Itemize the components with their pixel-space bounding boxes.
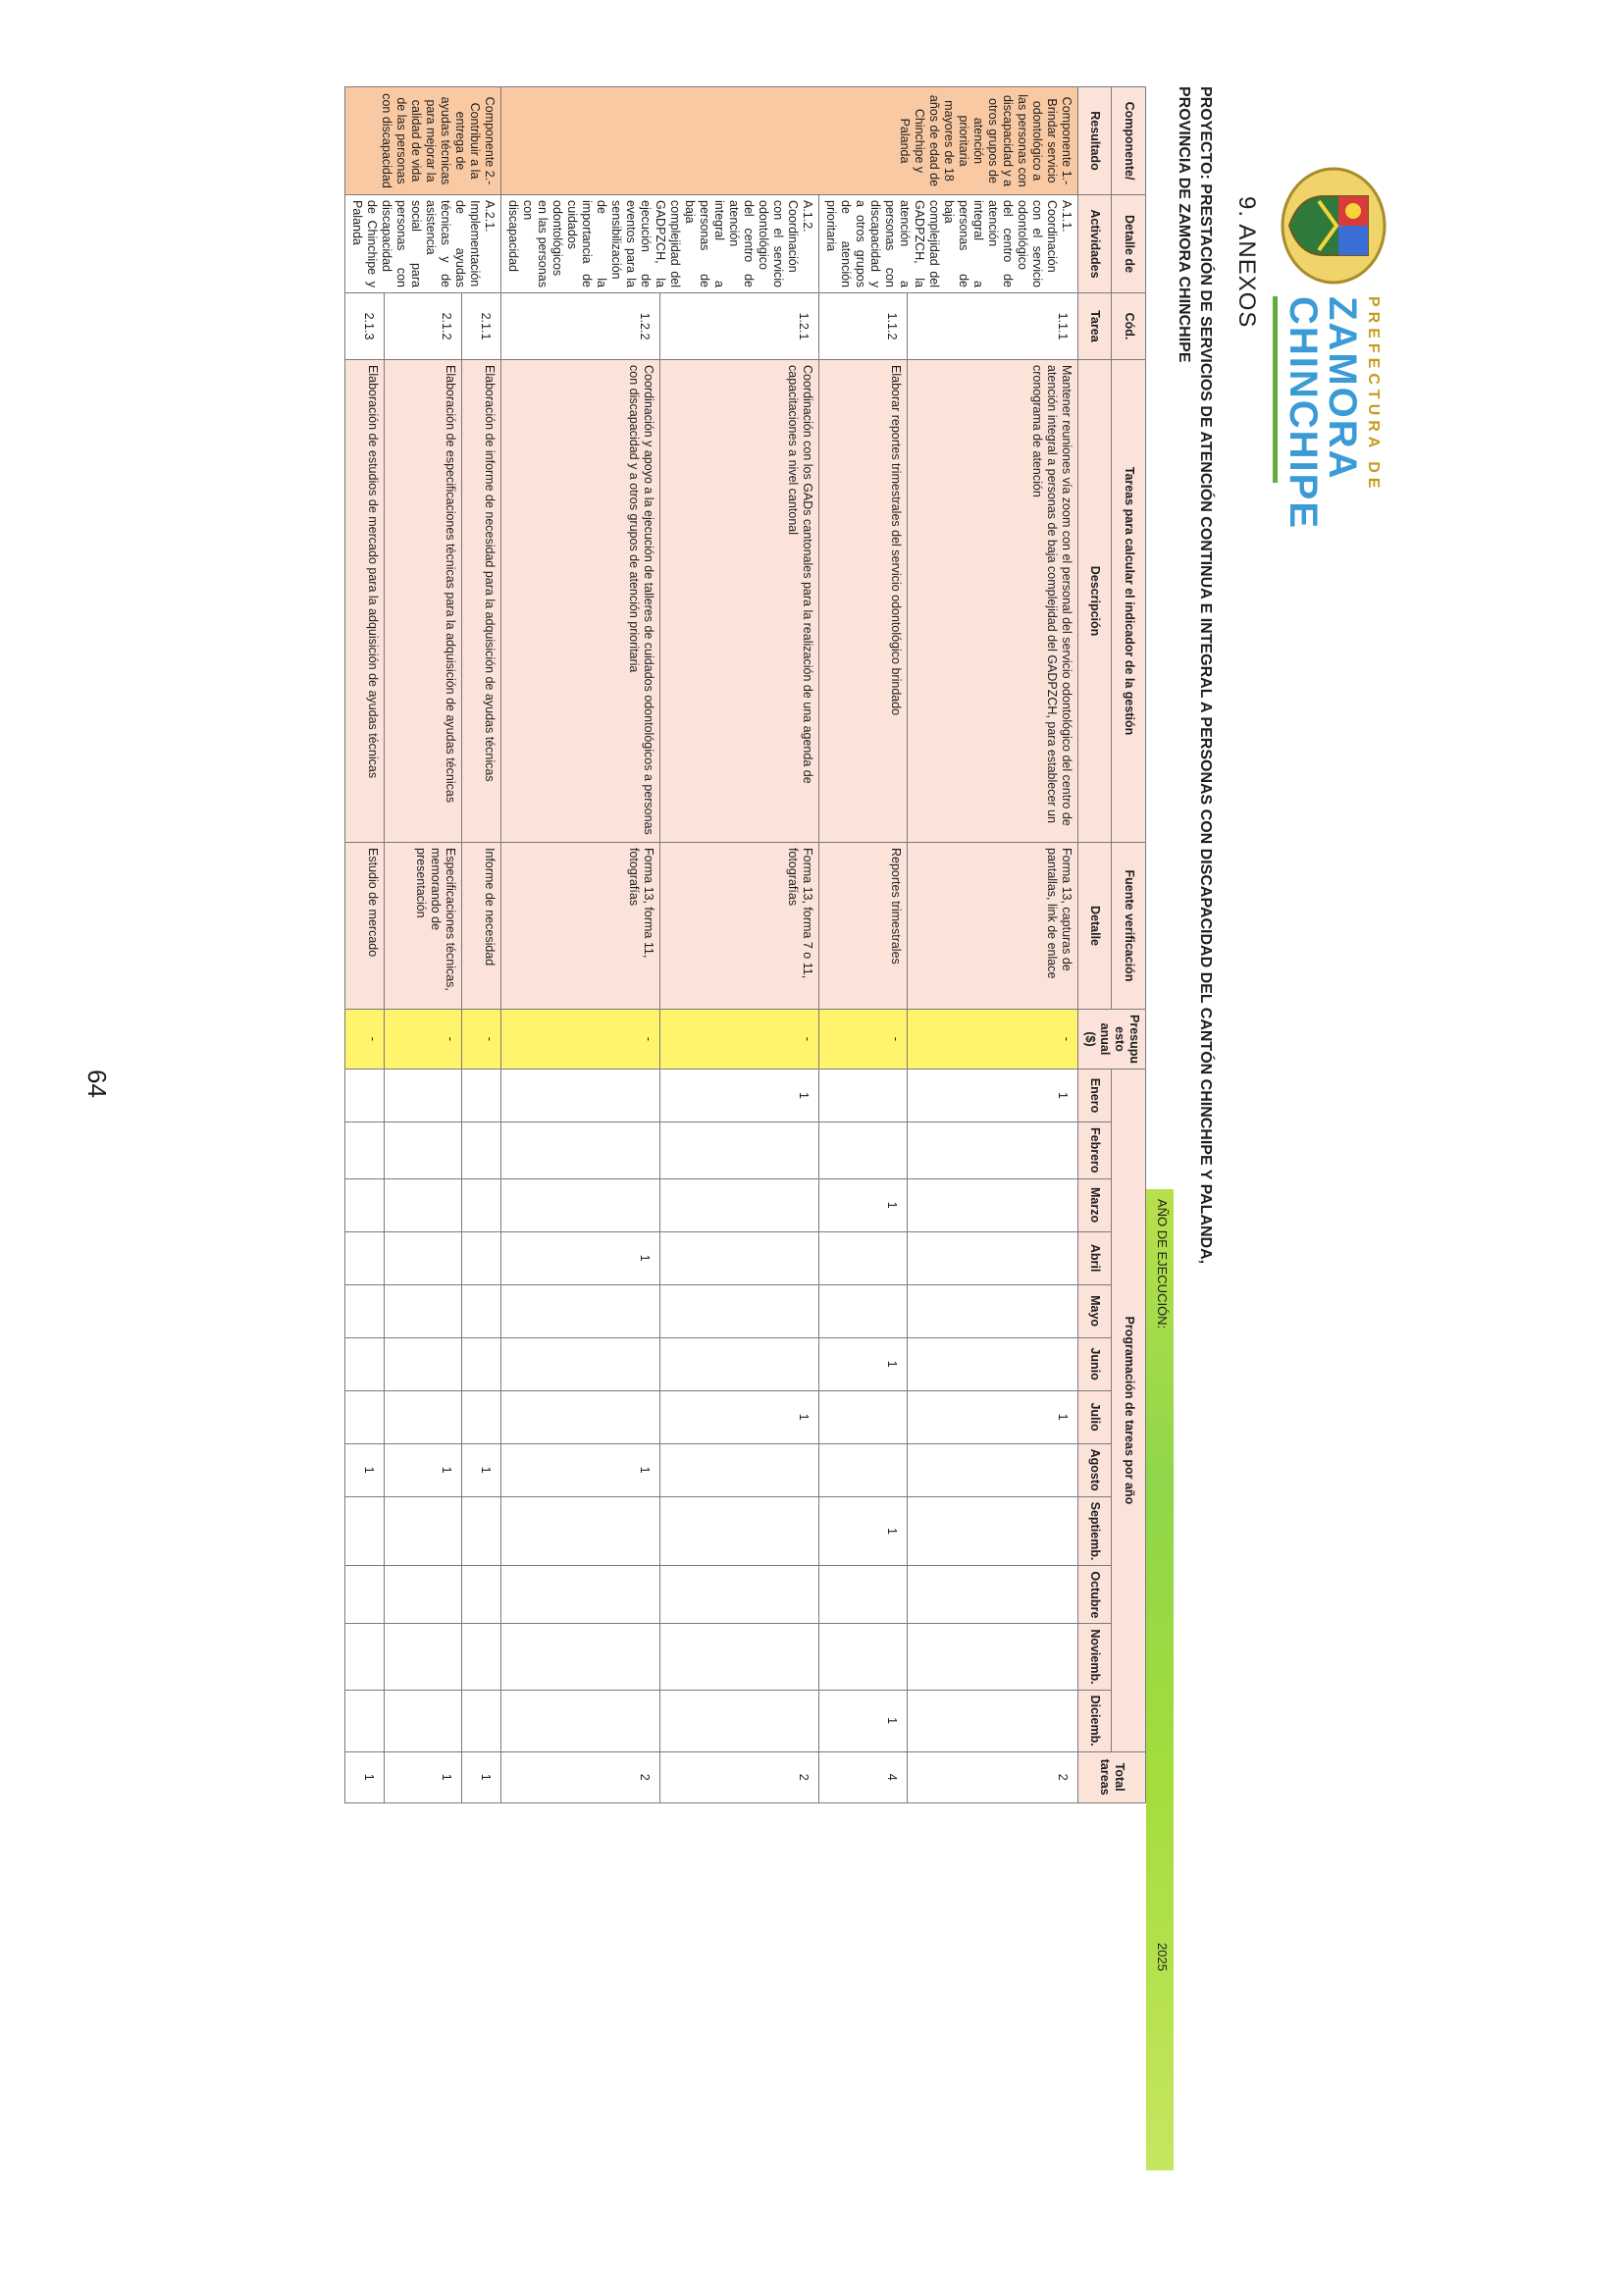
- header-detalle-de: Detalle de: [1112, 195, 1146, 293]
- month-cell: [385, 1624, 461, 1690]
- year-label: AÑO DE EJECUCIÓN:: [1155, 1199, 1170, 1330]
- task-description: Mantener reuniones vía zoom con el personal del servicio odontológico del centro de atención integral a personas de baja complejidad del GADPZCH, para establecer un cronograma de atención: [908, 360, 1078, 843]
- table-body: [345, 87, 1078, 1803]
- month-cell: [501, 1496, 660, 1566]
- month-cell: [908, 1284, 1078, 1337]
- month-cell: [908, 1566, 1078, 1624]
- month-cell: [345, 1231, 385, 1284]
- month-cell: [908, 1122, 1078, 1179]
- header-total: Total tareas: [1078, 1751, 1146, 1802]
- header-month: Abril: [1078, 1231, 1113, 1284]
- task-code: 1.2.2: [501, 293, 660, 360]
- month-cell: 1: [819, 1178, 908, 1231]
- table-row: [660, 87, 819, 1803]
- page-number: 64: [82, 1070, 112, 1098]
- budget-cell: -: [345, 1010, 385, 1070]
- month-cell: [345, 1624, 385, 1690]
- task-code: 2.1.1: [461, 293, 500, 360]
- month-cell: [461, 1284, 500, 1337]
- header-resultado: Resultado: [1078, 87, 1113, 195]
- month-cell: [819, 1624, 908, 1690]
- month-cell: [461, 1122, 500, 1179]
- header-fuente: Fuente verificación: [1112, 843, 1146, 1010]
- header-programacion: Programación de tareas por año: [1112, 1070, 1146, 1752]
- month-cell: [385, 1070, 461, 1122]
- month-cell: 1: [345, 1443, 385, 1496]
- task-description: Coordinación y apoyo a la ejecución de talleres de cuidados odontológicos a personas con discapacidad y a otros grupos de atención prioritaria: [501, 360, 660, 843]
- month-cell: [908, 1178, 1078, 1231]
- month-cell: [660, 1122, 819, 1179]
- year-value: 2025: [1155, 1943, 1170, 1971]
- budget-cell: -: [819, 1010, 908, 1070]
- task-description: Elaboración de especificaciones técnicas para la adquisición de ayudas técnicas: [385, 360, 461, 843]
- month-cell: [501, 1690, 660, 1751]
- header-month: Febrero: [1078, 1122, 1113, 1179]
- header-tareas: Tareas para calcular el indicador de la gestión: [1112, 360, 1146, 843]
- header-descripcion: Descripción: [1078, 360, 1113, 843]
- month-cell: [345, 1070, 385, 1122]
- header-actividades: Actividades: [1078, 195, 1113, 293]
- month-cell: [461, 1337, 500, 1390]
- month-cell: [385, 1337, 461, 1390]
- header-cod: Cód.: [1112, 293, 1146, 360]
- month-cell: 1: [908, 1390, 1078, 1443]
- verification-source: Forma 13, forma 11, fotografías: [501, 843, 660, 1010]
- component-cell: Componente 2.- Contribuir a la entrega de ayudas técnicas para mejorar la calidad de vida de las personas con discapacidad: [345, 87, 501, 195]
- total-cell: 2: [908, 1751, 1078, 1802]
- month-cell: 1: [908, 1070, 1078, 1122]
- month-cell: [908, 1231, 1078, 1284]
- task-description: Coordinación con los GADs cantonales para la realización de una agenda de capacitaciones a nivel cantonal: [660, 360, 819, 843]
- month-cell: [908, 1624, 1078, 1690]
- month-cell: [660, 1624, 819, 1690]
- activity-cell: A.1.2. Coordinación con el servicio odontológico del centro de atención integral a personas de baja complejidad del GADPZCH, la ejecución de eventos para la sensibilización de la importancia de cuidados odontológicos en las personas con discapacidad: [501, 195, 819, 293]
- month-cell: [345, 1337, 385, 1390]
- logo-subtitle: PREFECTURA DE: [1365, 296, 1382, 494]
- section-title: 9. ANEXOS: [1233, 196, 1260, 329]
- month-cell: [819, 1070, 908, 1122]
- verification-source: Reportes trimestrales: [819, 843, 908, 1010]
- table-row: [819, 87, 908, 1803]
- month-cell: [908, 1496, 1078, 1566]
- month-cell: [385, 1690, 461, 1751]
- month-cell: [385, 1566, 461, 1624]
- header-month: Junio: [1078, 1337, 1113, 1390]
- month-cell: [345, 1390, 385, 1443]
- month-cell: [385, 1122, 461, 1179]
- prefectura-logo: [1280, 167, 1387, 531]
- table-row: [385, 87, 461, 1803]
- month-cell: [501, 1390, 660, 1443]
- budget-cell: -: [501, 1010, 660, 1070]
- month-cell: [908, 1337, 1078, 1390]
- month-cell: 1: [819, 1337, 908, 1390]
- total-cell: 1: [461, 1751, 500, 1802]
- month-cell: [819, 1284, 908, 1337]
- total-cell: 1: [345, 1751, 385, 1802]
- month-cell: [908, 1443, 1078, 1496]
- month-cell: [385, 1284, 461, 1337]
- activity-cell: A.2.1. Implementación de ayudas técnicas y de asistencia social para personas con discapacidad de Chinchipe y Palanda: [345, 195, 501, 293]
- task-description: Elaborar reportes trimestrales del servicio odontológico brindado: [819, 360, 908, 843]
- month-cell: [660, 1443, 819, 1496]
- budget-cell: -: [461, 1010, 500, 1070]
- header-presupuesto: Presupu esto anual ($): [1078, 1010, 1146, 1070]
- month-cell: [461, 1070, 500, 1122]
- month-cell: [501, 1070, 660, 1122]
- header-componente: Componente/: [1112, 87, 1146, 195]
- header-month: Julio: [1078, 1390, 1113, 1443]
- table-header-row: [1112, 87, 1146, 1803]
- verification-source: Estudio de mercado: [345, 843, 385, 1010]
- month-cell: [819, 1231, 908, 1284]
- month-cell: [461, 1496, 500, 1566]
- month-cell: 1: [819, 1496, 908, 1566]
- table-row: [501, 87, 660, 1803]
- header-detalle: Detalle: [1078, 843, 1113, 1010]
- verification-source: Informe de necesidad: [461, 843, 500, 1010]
- logo-underline: [1273, 296, 1278, 483]
- month-cell: [345, 1496, 385, 1566]
- table-subheader-row: [1078, 87, 1113, 1803]
- month-cell: 1: [461, 1443, 500, 1496]
- month-cell: 1: [501, 1231, 660, 1284]
- month-cell: [660, 1566, 819, 1624]
- month-cell: 1: [660, 1390, 819, 1443]
- month-cell: [461, 1178, 500, 1231]
- total-cell: 2: [660, 1751, 819, 1802]
- header-month: Enero: [1078, 1070, 1113, 1122]
- budget-cell: -: [660, 1010, 819, 1070]
- table-row: [345, 87, 385, 1803]
- month-cell: [908, 1690, 1078, 1751]
- month-cell: [501, 1566, 660, 1624]
- month-cell: [501, 1624, 660, 1690]
- task-code: 1.1.1: [908, 293, 1078, 360]
- header-month: Octubre: [1078, 1566, 1113, 1624]
- month-cell: 1: [819, 1690, 908, 1751]
- verification-source: Forma 13, capturas de pantallas, link de enlace: [908, 843, 1078, 1010]
- month-cell: [660, 1178, 819, 1231]
- header-tarea: Tarea: [1078, 293, 1113, 360]
- activity-cell: A.1.1. Coordinación con el servicio odontológico del centro de atención integral a personas de baja complejidad del GADPZCH, la atención a personas con discapacidad y a otros grupos de atención prioritaria: [819, 195, 1078, 293]
- verification-source: Especificaciones técnicas, memorando de presentación: [385, 843, 461, 1010]
- month-cell: [501, 1284, 660, 1337]
- month-cell: [385, 1178, 461, 1231]
- month-cell: [345, 1122, 385, 1179]
- month-cell: [461, 1231, 500, 1284]
- month-cell: [660, 1337, 819, 1390]
- task-description: Elaboración de informe de necesidad para la adquisición de ayudas técnicas: [461, 360, 500, 843]
- month-cell: [819, 1443, 908, 1496]
- task-code: 2.1.2: [385, 293, 461, 360]
- month-cell: [345, 1690, 385, 1751]
- month-cell: [660, 1231, 819, 1284]
- year-strip: [1146, 1189, 1174, 2170]
- header-month: Mayo: [1078, 1284, 1113, 1337]
- month-cell: [345, 1178, 385, 1231]
- budget-cell: -: [908, 1010, 1078, 1070]
- table-row: [461, 87, 500, 1803]
- task-code: 1.2.1: [660, 293, 819, 360]
- month-cell: 1: [660, 1070, 819, 1122]
- total-cell: 1: [385, 1751, 461, 1802]
- header-month: Noviemb.: [1078, 1624, 1113, 1690]
- month-cell: [660, 1496, 819, 1566]
- month-cell: [461, 1390, 500, 1443]
- task-code: 2.1.3: [345, 293, 385, 360]
- month-cell: [461, 1566, 500, 1624]
- header-month: Diciemb.: [1078, 1690, 1113, 1751]
- total-cell: 4: [819, 1751, 908, 1802]
- task-code: 1.1.2: [819, 293, 908, 360]
- verification-source: Forma 13, forma 7 o 11, fotografías: [660, 843, 819, 1010]
- table-row: [908, 87, 1078, 1803]
- month-cell: [385, 1496, 461, 1566]
- shield-icon: [1280, 167, 1387, 285]
- month-cell: [819, 1122, 908, 1179]
- month-cell: [461, 1624, 500, 1690]
- project-title: PROYECTO: PRESTACIÓN DE SERVICIOS DE ATENCIÓN CONTINUA E INTEGRAL A PERSONAS CON DISCAPACIDAD DEL CANTÓN CHINCHIPE Y PALANDA, PROVINCIA DE ZAMORA CHINCHIPE: [1176, 86, 1214, 1265]
- month-cell: [385, 1231, 461, 1284]
- component-cell: Componente 1.- Brindar servicio odontológico a las personas con discapacidad y a otros grupos de atención prioritaria mayores de 18 años de edad de Chinchipe y Palanda: [501, 87, 1078, 195]
- month-cell: [501, 1178, 660, 1231]
- total-cell: 2: [501, 1751, 660, 1802]
- header-month: Marzo: [1078, 1178, 1113, 1231]
- month-cell: 1: [501, 1443, 660, 1496]
- month-cell: [660, 1284, 819, 1337]
- header-month: Septiemb.: [1078, 1496, 1113, 1566]
- month-cell: [660, 1690, 819, 1751]
- month-cell: [501, 1122, 660, 1179]
- budget-cell: -: [385, 1010, 461, 1070]
- month-cell: [819, 1390, 908, 1443]
- month-cell: [345, 1566, 385, 1624]
- month-cell: [501, 1337, 660, 1390]
- task-schedule-table: [344, 86, 1146, 1803]
- month-cell: [819, 1566, 908, 1624]
- month-cell: [345, 1284, 385, 1337]
- task-description: Elaboración de estudios de mercado para la adquisición de ayudas técnicas: [345, 360, 385, 843]
- month-cell: 1: [385, 1443, 461, 1496]
- month-cell: [385, 1390, 461, 1443]
- month-cell: [461, 1690, 500, 1751]
- logo-title: ZAMORA CHINCHIPE: [1282, 296, 1364, 531]
- header-month: Agosto: [1078, 1443, 1113, 1496]
